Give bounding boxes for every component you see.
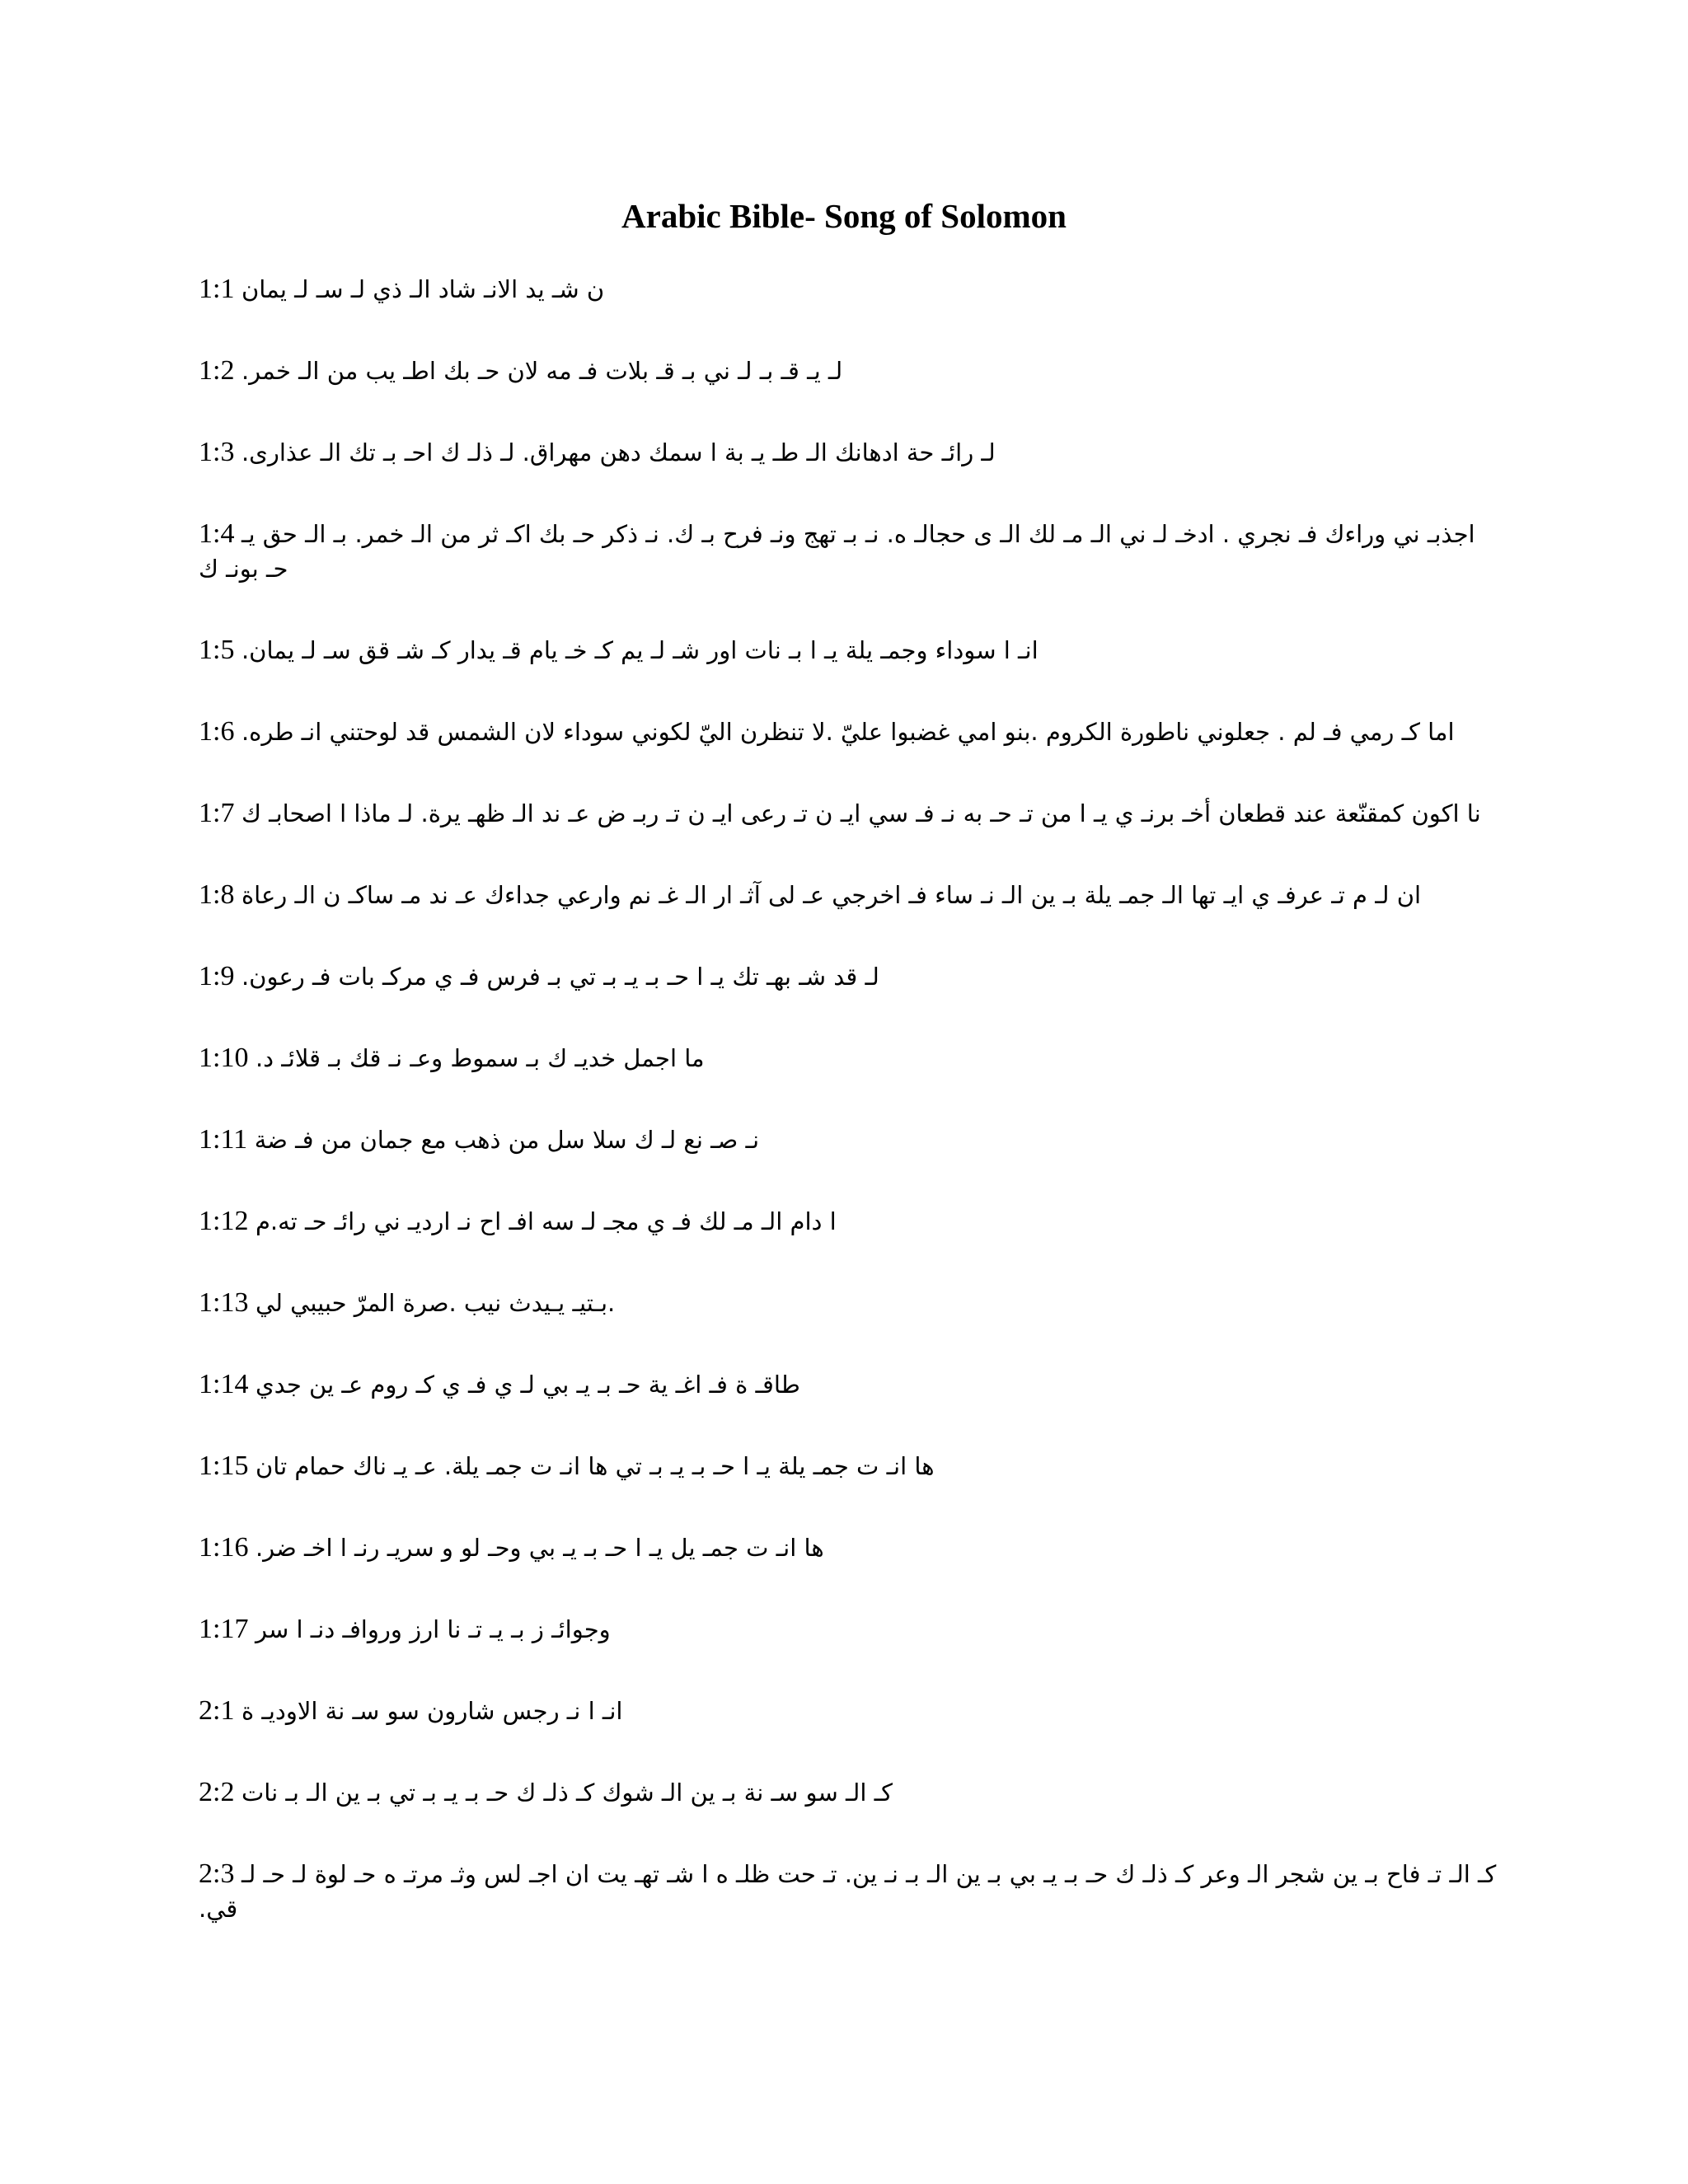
verse-reference: 1:14 [199, 1369, 249, 1399]
verse-reference: 1:6 [199, 716, 235, 747]
verse-text: ها انـ ت جمـ يلة يـ ا حـ بـ يـ بـ تي ها انـ ت جمـ يلة. عـ يـ ناك حمام تان [255, 1452, 935, 1480]
verse-reference: 1:2 [199, 355, 235, 386]
verse-reference: 1:13 [199, 1287, 249, 1318]
verse-reference: 1:11 [199, 1124, 248, 1155]
verse-text: لـ يـ قـ بـ لـ ني بـ قـ بلات فـ مه لان حـ بك اطـ يب من الـ خمر. [241, 357, 843, 385]
verse [199, 1286, 1501, 1320]
verse [199, 354, 1501, 388]
verse-text: اما كـ رمي فـ لم . جعلوني ناطورة الكروم .بنو امي غضبوا عليّ .لا تنظرن اليّ لكوني سوداء لان الشمس قد لوحتني انـ طره. [241, 718, 1455, 746]
verse-text: لـ قد شـ بهـ تك يـ ا حـ بـ يـ بـ تي بـ فرس فـ ي مركـ بات فـ رعون. [241, 963, 879, 991]
verse-text: ها انـ ت جمـ يل يـ ا حـ بـ يـ بي وحـ لو و سريـ رنـ ا اخـ ضر. [255, 1534, 824, 1562]
verse [199, 517, 1501, 586]
verse-reference: 1:7 [199, 798, 235, 828]
verse-reference: 1:12 [199, 1206, 249, 1236]
verse [199, 1041, 1501, 1076]
verse-reference: 1:4 [199, 518, 235, 549]
page-title: Arabic Bible- Song of Solomon [621, 197, 1067, 235]
verse [199, 796, 1501, 831]
verse [199, 1857, 1501, 1926]
verse [199, 715, 1501, 749]
verse-reference: 2:2 [199, 1777, 235, 1807]
verse-text: ان لـ م تـ عرفـ ي ايـ تها الـ جمـ يلة بـ ين الـ نـ ساء فـ اخرجي عـ لى آثـ ار الـ غـ نم وارعي جداءك عـ ند مـ ساكـ ن الـ رعاة [241, 881, 1422, 909]
verse-reference: 1:17 [199, 1614, 249, 1644]
verse-text: انـ ا سوداء وجمـ يلة يـ ا بـ نات اور شـ لـ يم كـ خـ يام قـ يدار كـ شـ قق سـ لـ يمان. [241, 636, 1039, 664]
verse-reference: 1:10 [199, 1043, 249, 1073]
verse [199, 1367, 1501, 1402]
verse-text: ن شـ يد الانـ شاد الـ ذي لـ سـ لـ يمان [241, 275, 605, 303]
verse [199, 633, 1501, 668]
verse-reference: 1:16 [199, 1532, 249, 1563]
verse [199, 1612, 1501, 1647]
verse-reference: 1:9 [199, 961, 235, 991]
verse [199, 1694, 1501, 1728]
verse-text: ما اجمل خديـ ك بـ سموط وعـ نـ قك بـ قلائـ د. [255, 1044, 705, 1072]
verse-text: نـ صـ نع لـ ك سلا سل من ذهب مع جمان من فـ ضة [254, 1126, 760, 1154]
verse-reference: 1:8 [199, 879, 235, 910]
verse-text: كـ الـ سو سـ نة بـ ين الـ شوك كـ ذلـ ك حـ بـ يـ بـ تي بـ ين الـ بـ نات [241, 1779, 893, 1807]
verse [199, 1530, 1501, 1565]
verse-list [199, 272, 1501, 1973]
verse-reference: 1:5 [199, 635, 235, 665]
verse [199, 1449, 1501, 1483]
verse-text: ا دام الـ مـ لك فـ ي مجـ لـ سه افـ اح نـ ارديـ ني رائـ حـ ته.م [255, 1207, 837, 1235]
verse-text: طاقـ ة فـ اغـ ية حـ بـ يـ بي لـ ي فـ ي كـ روم عـ ين جدي [255, 1371, 800, 1399]
verse-text: لـ رائـ حة ادهانك الـ طـ يـ بة ا سمك دهن مهراق. لـ ذلـ ك احـ بـ تك الـ عذارى. [241, 438, 996, 466]
verse-reference: 2:1 [199, 1695, 235, 1726]
verse [199, 1122, 1501, 1157]
verse-reference: 1:3 [199, 437, 235, 467]
verse [199, 435, 1501, 470]
verse-reference: 1:1 [199, 274, 235, 304]
verse [199, 1775, 1501, 1810]
verse-text: نا اكون كمقنّعة عند قطعان أخـ برنـ ي يـ ا من تـ حـ به نـ فـ سي ايـ ن تـ رعى ايـ ن تـ ربـ ض عـ ند الـ ظهـ يرة. لـ ماذا ا اصحابـ ك [241, 799, 1481, 827]
verse-reference: 2:3 [199, 1858, 235, 1889]
verse-text: انـ ا نـ رجس شارون سو سـ نة الاوديـ ة [241, 1697, 623, 1725]
verse-reference: 1:15 [199, 1451, 249, 1481]
verse [199, 1204, 1501, 1239]
verse-text: .بـتيـ يـيدث نيب .صرة المرّ حبيبي لي [255, 1289, 616, 1317]
verse [199, 272, 1501, 307]
verse-text: كـ الـ تـ فاح بـ ين شجر الـ وعر كـ ذلـ ك حـ بـ يـ بي بـ ين الـ بـ نـ ين. تـ حت ظلـ ه ا شـ تهـ يت ان اجـ لس وثـ مرتـ ه حـ لوة لـ حـ لـ قي. [199, 1860, 1497, 1923]
verse-text: اجذبـ ني وراءك فـ نجري . ادخـ لـ ني الـ مـ لك الـ ى حجالـ ه. نـ بـ تهج ونـ فرح بـ ك. نـ ذكر حـ بك اكـ ثر من الـ خمر. بـ الـ حق يـ حـ بونـ ك [199, 520, 1475, 583]
verse-text: وجوائـ ز بـ يـ تـ نا ارز وروافـ دنـ ا سر [255, 1615, 611, 1643]
verse [199, 959, 1501, 994]
verse [199, 878, 1501, 912]
